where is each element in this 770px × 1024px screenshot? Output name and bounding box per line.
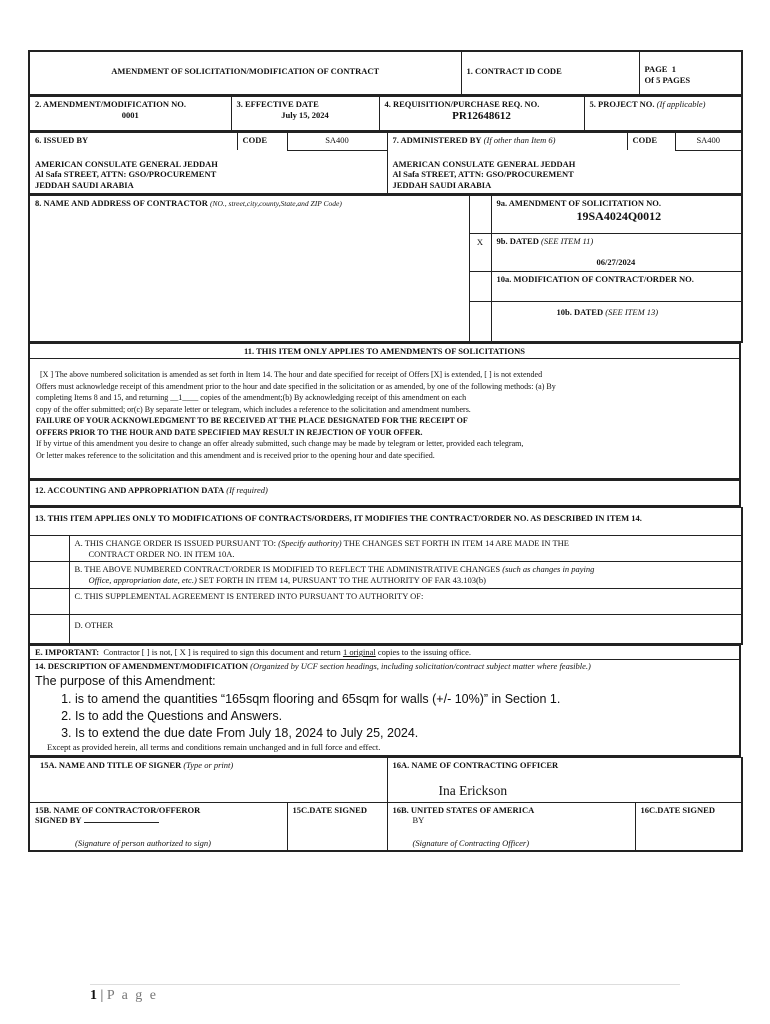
item-13d: D. OTHER — [69, 614, 742, 644]
x-mark: X — [469, 234, 491, 272]
footer-divider — [90, 984, 680, 985]
mod-dated-cell: 10b. DATED (SEE ITEM 13) — [491, 302, 742, 342]
code-value: SA400 — [287, 132, 387, 150]
issued-by-label: 6. ISSUED BY — [29, 132, 237, 150]
amendment-form — [28, 50, 741, 852]
item-11-title: 11. THIS ITEM ONLY APPLIES TO AMENDMENTS OF SOLICITATIONS — [29, 343, 740, 359]
item-13-title: 13. THIS ITEM APPLIES ONLY TO MODIFICATIONS OF CONTRACTS/ORDERS, IT MODIFIES THE CONTRACT/ORDER NO. AS DESCRIBED IN ITEM 14. — [29, 508, 742, 536]
signature-block — [28, 757, 743, 852]
x-cell-top — [469, 196, 491, 234]
item-13d-check — [29, 614, 69, 644]
officer-name-cell: 16A. NAME OF CONTRACTING OFFICER Ina Erickson — [387, 758, 742, 803]
administered-by-label: 7. ADMINISTERED BY (If other than Item 6) — [387, 132, 627, 150]
requisition-cell: 4. REQUISITION/PURCHASE REQ. NO. PR12648612 — [379, 97, 584, 131]
contractor-date-cell: 15C.DATE SIGNED — [287, 802, 387, 851]
page-info: PAGE 1 Of 5 PAGES — [639, 51, 742, 95]
project-no-cell: 5. PROJECT NO. (If applicable) — [584, 97, 742, 131]
item-12 — [28, 480, 741, 508]
item-13a-check — [29, 536, 69, 562]
row-3 — [28, 132, 743, 196]
modification-no-cell: 10a. MODIFICATION OF CONTRACT/ORDER NO. — [491, 272, 742, 302]
purpose-item: 3. Is to extend the due date From July 18, 2024 to July 25, 2024. — [75, 725, 734, 742]
item-13b-check — [29, 562, 69, 588]
purpose-item: 2. Is to add the Questions and Answers. — [75, 708, 734, 725]
footer-separator: | — [100, 988, 104, 1003]
contract-id-label: 1. CONTRACT ID CODE — [461, 51, 639, 95]
code2-label: CODE — [627, 132, 675, 150]
officer-date-cell: 16C.DATE SIGNED — [635, 802, 742, 851]
description-cell: 14. DESCRIPTION OF AMENDMENT/MODIFICATION (Organized by UCF section headings, including solicitation/contract subject matter where feasible.) The purpose of this Amendment: 1. is to amend the quantities “165sqm flooring and 65sqm for walls (+/- 10%)” in Section 1. 2. Is to add the Questions and Answers. 3. Is to extend the due date From July 18, 2024 to July 25, 2024. Except as provided herein, all terms and conditions remain unchanged and in full force and effect. — [29, 659, 740, 756]
contractor-cell: 8. NAME AND ADDRESS OF CONTRACTOR (NO., street,city,county,State,and ZIP Code) — [29, 196, 469, 342]
item-13c: C. THIS SUPPLEMENTAL AGREEMENT IS ENTERED INTO PURSUANT TO AUTHORITY OF: — [69, 588, 742, 614]
code-label: CODE — [237, 132, 287, 150]
officer-signature-cell: 16B. UNITED STATES OF AMERICA BY (Signature of Contracting Officer) — [387, 802, 635, 851]
solicitation-no-cell: 9a. AMENDMENT OF SOLICITATION NO. 19SA4024Q0012 — [491, 196, 742, 234]
row-8-10 — [28, 195, 743, 343]
page-footer — [90, 988, 158, 1004]
footer-page-num: 1 — [90, 988, 97, 1003]
admin-address: AMERICAN CONSULATE GENERAL JEDDAH Al Safa STREET, ATTN: GSO/PROCUREMENT JEDDAH SAUDI ARABIA — [387, 150, 742, 194]
x-cell-mid — [469, 272, 491, 302]
code2-value: SA400 — [675, 132, 742, 150]
purpose-item: 1. is to amend the quantities “165sqm flooring and 65sqm for walls (+/- 10%)” in Section 1. — [75, 691, 734, 708]
dated-cell: 9b. DATED (SEE ITEM 11) 06/27/2024 — [491, 234, 742, 272]
effective-date-cell: 3. EFFECTIVE DATE July 15, 2024 — [231, 97, 379, 131]
item-14 — [28, 645, 741, 757]
row-2 — [28, 96, 743, 132]
purpose-list — [35, 691, 734, 742]
item-11 — [28, 343, 741, 480]
header-table — [28, 50, 743, 96]
issuer-address: AMERICAN CONSULATE GENERAL JEDDAH Al Safa STREET, ATTN: GSO/PROCUREMENT JEDDAH SAUDI ARABIA — [29, 150, 387, 194]
important-notice: E. IMPORTANT: Contractor [ ] is not, [ X ] is required to sign this document and return 1 original copies to the issuing office. — [29, 646, 740, 660]
item-11-body: [X ] The above numbered solicitation is amended as set forth in Item 14. The hour and date specified for receipt of Offers [X] is extended, [ ] is not extended Offers must acknowledge receipt of this amendment prior to the hour and date specified in the solicitation or as amended, by one of the following methods: (a) By completing Items 8 and 15, and returning __1____ copies of the amendment;(b) By acknowledging receipt of this amendment on each copy of the offer submitted; or(c) By separate letter or telegram, which includes a reference to the solicitation and amendment numbers. FAILURE OF YOUR ACKNOWLEDGMENT TO BE RECEIVED AT THE PLACE DESIGNATED FOR THE RECEIPT OF OFFERS PRIOR TO THE HOUR AND DATE SPECIFIED MAY RESULT IN REJECTION OF YOUR OFFER. If by virtue of this amendment you desire to change an offer already submitted, such change may be made by telegram or letter, provided each telegram, Or letter makes reference to the solicitation and this amendment and is received prior to the opening hour and date specified. — [29, 359, 740, 479]
contractor-signature-cell: 15B. NAME OF CONTRACTOR/OFFEROR SIGNED BY (Signature of person authorized to sign) — [29, 802, 287, 851]
footer-page-word: P a g e — [106, 988, 159, 1003]
signer-name-cell: 15A. NAME AND TITLE OF SIGNER (Type or print) — [29, 758, 387, 803]
item-13c-check — [29, 588, 69, 614]
form-title: AMENDMENT OF SOLICITATION/MODIFICATION OF CONTRACT — [29, 51, 461, 95]
item-13a: A. THIS CHANGE ORDER IS ISSUED PURSUANT TO: (Specify authority) THE CHANGES SET FORTH IN ITEM 14 ARE MADE IN THE CONTRACT ORDER NO. IN ITEM 10A. — [69, 536, 742, 562]
item-13 — [28, 507, 743, 645]
accounting-data-cell: 12. ACCOUNTING AND APPROPRIATION DATA (If required) — [29, 480, 740, 506]
x-cell-bottom — [469, 302, 491, 342]
amendment-no-cell: 2. AMENDMENT/MODIFICATION NO. 0001 — [29, 97, 231, 131]
item-13b: B. THE ABOVE NUMBERED CONTRACT/ORDER IS MODIFIED TO REFLECT THE ADMINISTRATIVE CHANGES (such as changes in paying Office, appropriation date, etc.) SET FORTH IN ITEM 14, PURSUANT TO THE AUTHORITY OF FAR 43.103(b) — [69, 562, 742, 588]
